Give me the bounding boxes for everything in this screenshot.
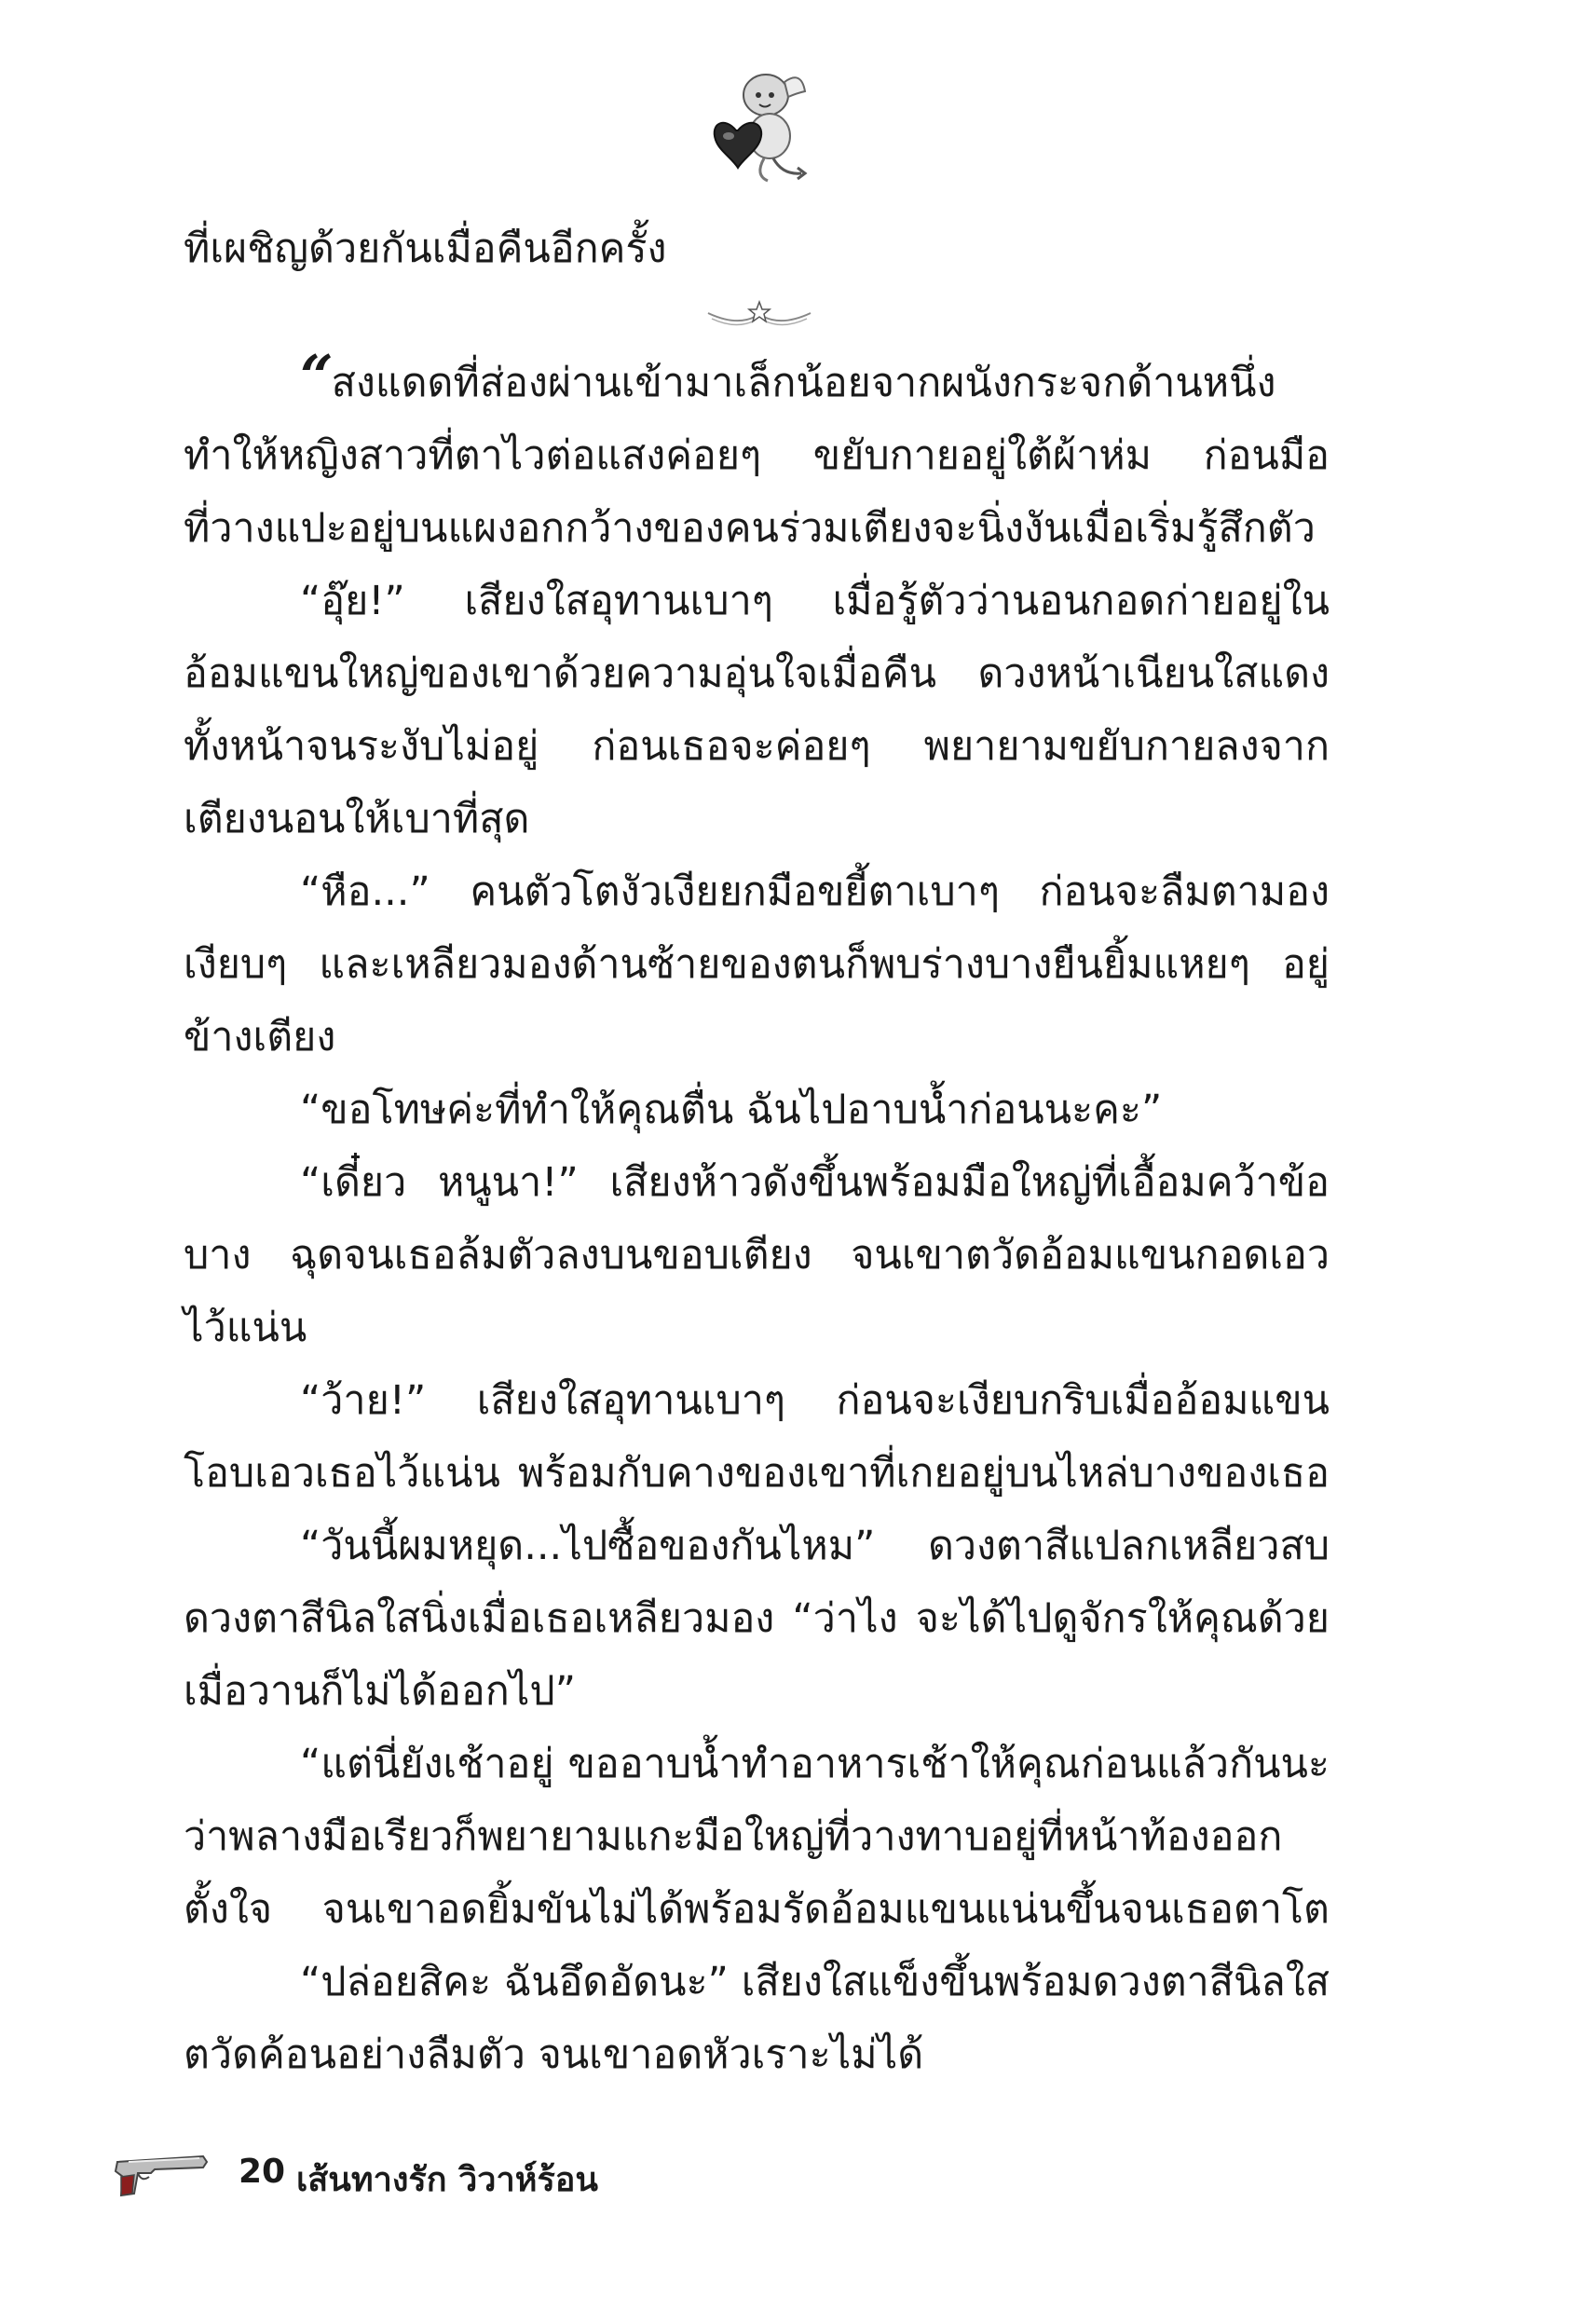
page-footer [110,2143,669,2208]
paragraph-line: “ขอโทษค่ะที่ทำให้คุณตื่น ฉันไปอาบน้ำก่อนนะคะ” [300,1087,1163,1133]
paragraph-line: ว่าพลางมือเรียวก็พยายามแกะมือใหญ่ที่วางทาบอยู่ที่หน้าท้องออก [184,1813,1283,1860]
paragraph-line: ตวัดค้อนอย่างลืมตัว จนเขาอดหัวเราะไม่ได้ [184,2031,924,2078]
paragraph-line: ไว้แน่น [184,1305,307,1351]
star-flourish-icon [699,296,820,334]
paragraph-line: อ้อมแขนใหญ่ของเขาด้วยความอุ่นใจเมื่อคืน ดวงหน้าเนียนใสแดง [184,650,1330,697]
paragraph-line: “ สงแดดที่ส่องผ่านเข้ามาเล็กน้อยจากผนังกระจกด้านหนึ่ง [184,347,1330,419]
paragraph-line: ดวงตาสีนิลใสนิ่งเมื่อเธอเหลียวมอง “ว่าไง จะได้ไปดูจักรให้คุณด้วย [184,1595,1330,1642]
paragraph-line: “ปล่อยสิคะ ฉันอึดอัดนะ” เสียงใสแข็งขึ้นพร้อมดวงตาสีนิลใส [300,1959,1330,2005]
opening-quote-mark: “ [300,347,326,410]
paragraph-line: บาง ฉุดจนเธอล้มตัวลงบนขอบเตียง จนเขาตวัดอ้อมแขนกอดเอว [184,1232,1330,1279]
book-title: เส้นทางรัก วิวาห์ร้อน [296,2161,599,2199]
paragraph-line: “ว้าย!” เสียงใสอุทานเบาๆ ก่อนจะเงียบกริบเมื่ออ้อมแขน [300,1377,1330,1424]
paragraph-line: “วันนี้ผมหยุด...ไปซื้อของกันไหม” ดวงตาสีแปลกเหลียวสบ [300,1523,1330,1569]
paragraph-line: “หือ...” คนตัวโตงัวเงียยกมือขยี้ตาเบาๆ ก่อนจะลืมตามอง [300,868,1330,915]
paragraph-line: เตียงนอนให้เบาที่สุด [184,796,530,842]
paragraph-line: ข้างเตียง [184,1014,336,1060]
pistol-icon [110,2149,212,2201]
cupid-heart-icon [708,65,811,186]
paragraph-line: เมื่อวานก็ไม่ได้ออกไป” [184,1668,576,1715]
paragraph-line: ที่เผชิญด้วยกันเมื่อคืนอีกครั้ง [184,226,667,272]
paragraph-line: “อุ๊ย!” เสียงใสอุทานเบาๆ เมื่อรู้ตัวว่านอนกอดก่ายอยู่ใน [300,578,1330,624]
text-block-continuation [184,212,1330,285]
page-number: 20 [239,2153,286,2191]
paragraph-line: “แต่นี่ยังเช้าอยู่ ขออาบน้ำทำอาหารเช้าให้คุณก่อนแล้วกันนะ [300,1741,1330,1787]
body-text [184,347,1330,2091]
paragraph-line: “เดี๋ยว หนูนา!” เสียงห้าวดังขึ้นพร้อมมือใหญ่ที่เอื้อมคว้าข้อ [300,1159,1330,1206]
paragraph-line: ที่วางแปะอยู่บนแผงอกกว้างของคนร่วมเตียงจะนิ่งงันเมื่อเริ่มรู้สึกตัว [184,505,1316,552]
paragraph-line: เงียบๆ และเหลียวมองด้านซ้ายของตนก็พบร่างบางยืนยิ้มแหยๆ อยู่ [184,941,1330,988]
paragraph-line: ทำให้หญิงสาวที่ตาไวต่อแสงค่อยๆ ขยับกายอยู่ใต้ผ้าห่ม ก่อนมือ [184,432,1330,479]
paragraph-line: ตั้งใจ จนเขาอดยิ้มขันไม่ได้พร้อมรัดอ้อมแขนแน่นขึ้นจนเธอตาโต [184,1886,1330,1933]
paragraph-line: โอบเอวเธอไว้แน่น พร้อมกับคางของเขาที่เกยอยู่บนไหล่บางของเธอ [184,1450,1330,1497]
paragraph-line: ทั้งหน้าจนระงับไม่อยู่ ก่อนเธอจะค่อยๆ พยายามขยับกายลงจาก [184,723,1330,770]
